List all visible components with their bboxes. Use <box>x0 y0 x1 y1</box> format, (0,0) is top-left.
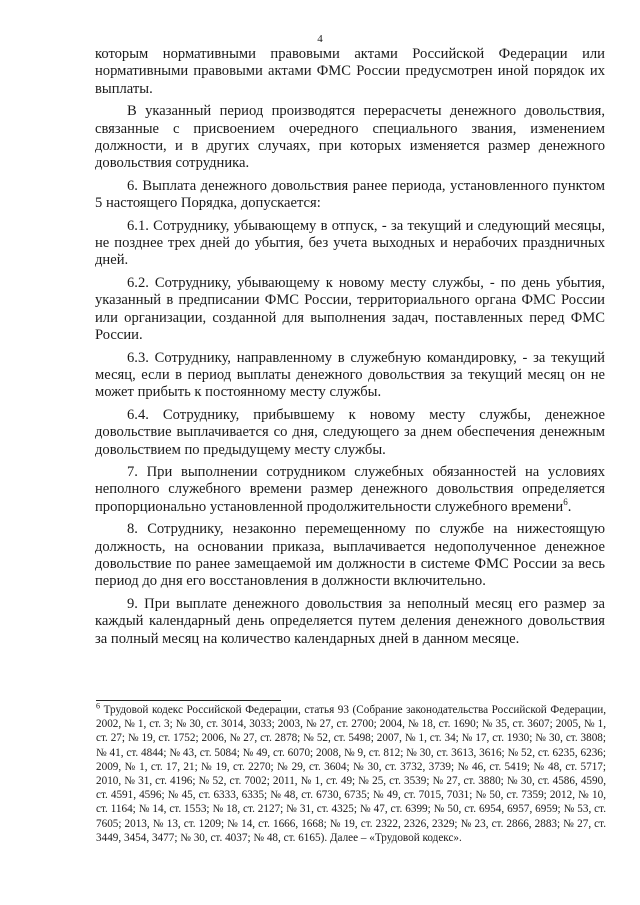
footnote-reference[interactable]: 6 <box>563 496 568 507</box>
footnote-divider <box>96 700 281 701</box>
footnote <box>96 703 606 845</box>
paragraph-item-9: 9. При выплате денежного довольствия за неполный месяц его размер за каждый календарный день определяется путем деления денежного довольствия за полный месяц на количество календарных дней в данном месяце. <box>95 595 605 647</box>
paragraph-recalculation: В указанный период производятся перерасчеты денежного довольствия, связанные с присвоением очередного специального звания, изменением должности, и в других случаях, при которых изменяется размер денежного довольствия сотрудника. <box>95 103 605 172</box>
paragraph-item-7-end: . <box>567 498 572 515</box>
footnote-mark: 6 <box>96 701 100 711</box>
page-number: 4 <box>317 33 323 45</box>
paragraph-item-7 <box>95 464 605 516</box>
paragraph-continuation: которым нормативными правовыми актами Российской Федерации или нормативными правовыми актами ФМС России предусмотрен иной порядок их выплаты. <box>95 46 605 97</box>
paragraph-item-6-2: 6.2. Сотруднику, убывающему к новому месту службы, - по день убытия, указанный в предписании ФМС России, территориального органа ФМС России или организации, созданной для выполнения задач, поставленных перед ФМС России. <box>95 274 605 344</box>
paragraph-item-6-3: 6.3. Сотруднику, направленному в служебную командировку, - за текущий месяц, если в период выплаты денежного довольствия за текущий месяц он не может прибыть к постоянному месту службы. <box>95 349 605 401</box>
footnote-text: Трудовой кодекс Российской Федерации, статья 93 (Собрание законодательства Российской Федерации, 2002, № 1, ст. 3; № 30, ст. 3014, 3033; 2003, № 27, ст. 2700; 2004, № 18, ст. 1690; № 35, ст. 3607; 2005, № 1, ст. 27; № 19, ст. 1752; 2006, № 27, ст. 2878; № 52, ст. 5498; 2007, № 1, ст. 34; № 17, ст. 1930; № 30, ст. 3808; № 41, ст. 4844; № 43, ст. 5084; № 49, ст. 6070; 2008, № 9, ст. 812; № 30, ст. 3613, 3616; № 52, ст. 6235, 6236; 2009, № 1, ст. 17, 21; № 19, ст. 2270; № 29, ст. 3604; № 30, ст. 3732, 3739; № 46, ст. 5419; № 48, ст. 5717; 2010, № 31, ст. 4196; № 52, ст. 7002; 2011, № 1, ст. 49; № 25, ст. 3539; № 27, ст. 3880; № 30, ст. 4586, 4590, ст. 4591, 4596; № 45, ст. 6333, 6335; № 48, ст. 6730, 6735; № 49, ст. 7015, 7031; № 50, ст. 7359; 2012, № 10, ст. 1164; № 14, ст. 1553; № 18, ст. 2127; № 31, ст. 4325; № 47, ст. 6399; № 50, ст. 6954, 6957, 6959; № 53, ст. 7605; 2013, № 13, ст. 1209; № 14, ст. 1666, 1668; № 19, ст. 2322, 2326, 2329; № 23, ст. 2866, 2883; № 27, ст. 3449, 3454, 3477; № 30, ст. 4037; № 48, ст. 6165). Далее – «Трудовой кодекс». <box>96 704 607 844</box>
paragraph-item-7-text: 7. При выполнении сотрудником служебных обязанностей на условиях неполного служебного времени размер денежного довольствия определяется пропорционально установленной продолжительности служебного времени <box>95 463 605 515</box>
paragraph-item-6: 6. Выплата денежного довольствия ранее периода, установленного пунктом 5 настоящего Порядка, допускается: <box>95 177 605 212</box>
paragraph-item-6-4: 6.4. Сотруднику, прибывшему к новому месту службы, денежное довольствие выплачивается со дня, следующего за днем обеспечения денежным довольствием по предыдущему месту службы. <box>95 406 605 458</box>
document-body <box>95 46 605 653</box>
paragraph-item-6-1: 6.1. Сотруднику, убывающему в отпуск, - за текущий и следующий месяцы, не позднее трех дней до убытия, без учета выходных и нерабочих праздничных дней. <box>95 217 605 269</box>
paragraph-item-8: 8. Сотруднику, незаконно перемещенному по службе на нижестоящую должность, на основании приказа, выплачивается недополученное денежное довольствие по ранее замещаемой им должности в системе ФМС России за весь период до дня его восстановления в должности включительно. <box>95 521 605 590</box>
